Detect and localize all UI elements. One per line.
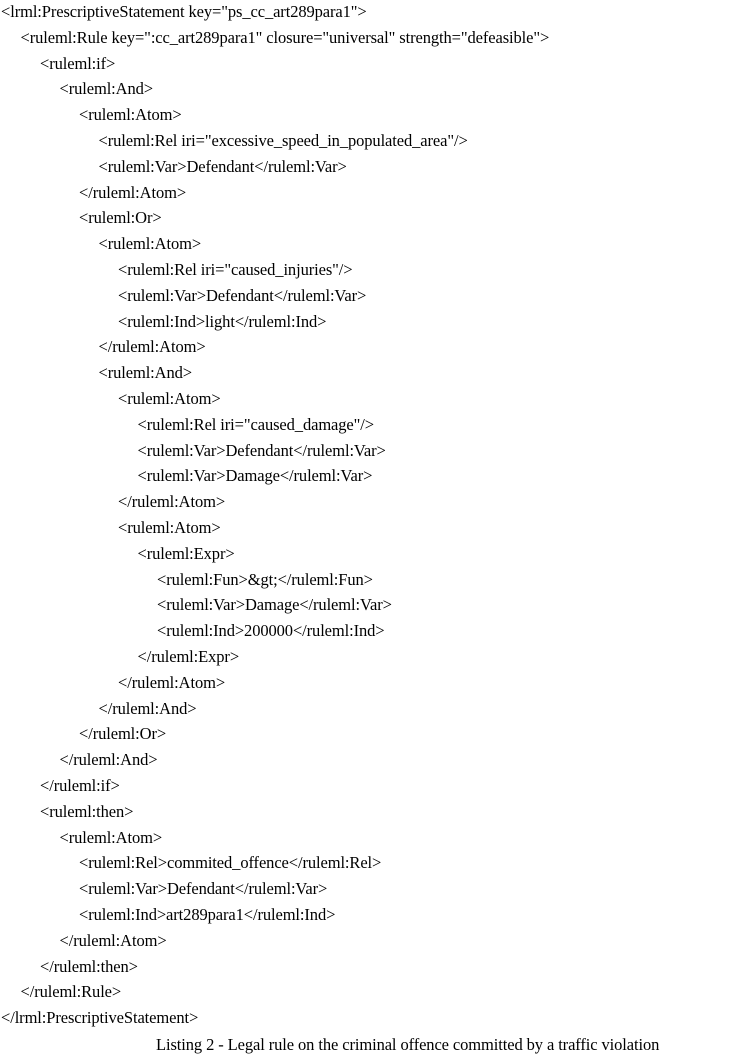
listing-line: <ruleml:Atom> [98, 234, 202, 254]
listing-line: <ruleml:Atom> [59, 827, 163, 847]
listing-line: </ruleml:then> [40, 956, 138, 976]
listing-line: </ruleml:Rule> [20, 982, 122, 1002]
listing-line: <ruleml:if> [40, 53, 116, 73]
listing-line: <ruleml:Ind>art289para1</ruleml:Ind> [79, 905, 336, 924]
listing-caption: Listing 2 - Legal rule on the criminal offence committed by a traffic violation [156, 1035, 660, 1054]
listing-line: <ruleml:Rel iri="caused_injuries"/> [118, 260, 353, 279]
listing-line: </ruleml:Atom> [59, 930, 167, 950]
listing-line: </ruleml:Atom> [118, 492, 226, 512]
listing-line: <ruleml:And> [98, 363, 192, 383]
listing-line: </ruleml:if> [40, 776, 120, 795]
listing-line: <ruleml:Atom> [79, 105, 182, 125]
listing-line: <ruleml:Var>Defendant</ruleml:Var> [98, 156, 347, 176]
listing-line: <ruleml:Var>Damage</ruleml:Var> [137, 466, 373, 486]
listing-line: <ruleml:Atom> [118, 518, 221, 537]
listing-line: </lrml:PrescriptiveStatement> [1, 1008, 199, 1028]
listing-line: <ruleml:Fun>&gt;</ruleml:Fun> [157, 569, 373, 589]
listing-line: <ruleml:Var>Defendant</ruleml:Var> [137, 440, 386, 460]
listing-line: <ruleml:Rel iri="caused_damage"/> [137, 414, 374, 434]
listing-line: </ruleml:And> [59, 750, 158, 770]
listing-line: </ruleml:Atom> [118, 672, 226, 692]
listing-line: <ruleml:Rel>commited_offence</ruleml:Rel> [79, 853, 382, 873]
listing-line: </ruleml:Atom> [79, 182, 187, 202]
listing-line: </ruleml:Expr> [137, 647, 240, 666]
listing-line: <ruleml:Var>Damage</ruleml:Var> [157, 595, 392, 615]
listing-line: <ruleml:Ind>light</ruleml:Ind> [118, 311, 327, 331]
listing-line: <ruleml:Expr> [137, 543, 235, 563]
listing-line: </ruleml:Atom> [98, 337, 206, 357]
listing-line: <ruleml:Ind>200000</ruleml:Ind> [157, 621, 385, 641]
listing-line: <ruleml:Var>Defendant</ruleml:Var> [79, 879, 328, 899]
listing-line: <ruleml:Rule key=":cc_art289para1" closure="universal" strength="defeasible"> [20, 27, 550, 47]
listing-line: <ruleml:Rel iri="excessive_speed_in_populated_area"/> [98, 131, 468, 150]
listing-line: <lrml:PrescriptiveStatement key="ps_cc_art289para1"> [1, 2, 367, 21]
listing-line: </ruleml:And> [98, 698, 197, 718]
listing-line: <ruleml:then> [40, 801, 134, 821]
listing-line: </ruleml:Or> [79, 724, 167, 744]
listing-line: <ruleml:And> [59, 79, 153, 99]
listing-line: <ruleml:Or> [79, 208, 162, 228]
listing-line: <ruleml:Atom> [118, 389, 221, 408]
listing-line: <ruleml:Var>Defendant</ruleml:Var> [118, 285, 367, 305]
